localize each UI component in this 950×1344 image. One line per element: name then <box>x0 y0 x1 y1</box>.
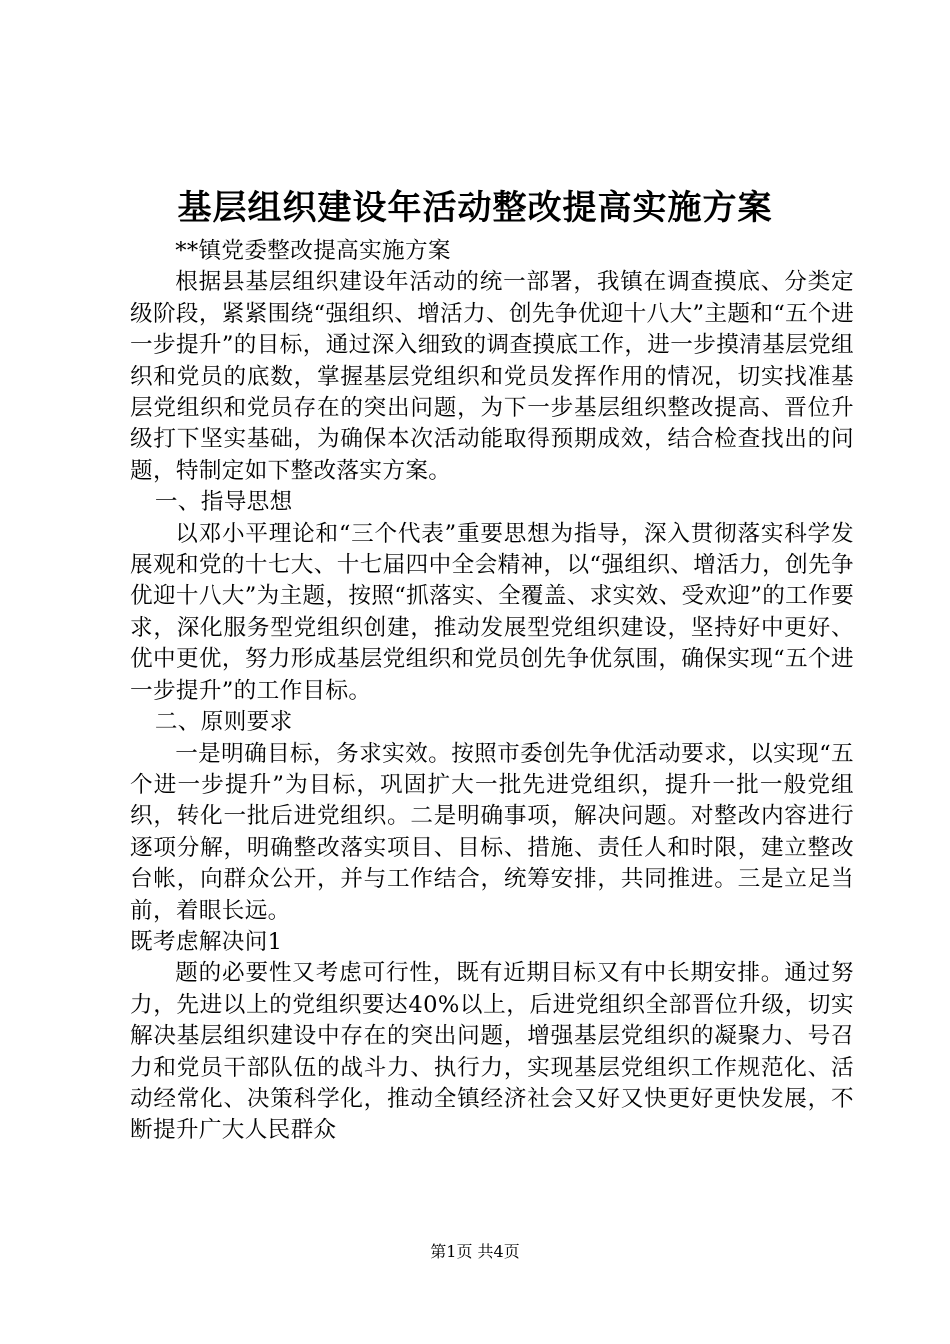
document-body <box>130 236 854 1147</box>
section-heading-principles: 二、原则要求 <box>154 709 293 736</box>
page-number-footer: 第1页 共4页 <box>430 1242 520 1261</box>
paragraph-guiding-ideology: 以邓小平理论和“三个代表”重要思想为指导，深入贯彻落实科学发展观和党的十七大、十七届四中全会精神，以“强组织、增活力，创先争优迎十八大”为主题，按照“抓落实、全覆盖、求实效、受欢迎”的工作要求，深化服务型党组织创建，推动发展型党组织建设，坚持好中更好、优中更优，努力形成基层党组织和党员创先争优氛围，确保实现“五个进一步提升”的工作目标。 <box>130 520 855 704</box>
section-heading-guiding-ideology: 一、指导思想 <box>154 489 293 516</box>
document-title: 基层组织建设年活动整改提高实施方案 <box>177 188 773 228</box>
paragraph-principles: 一是明确目标，务求实效。按照市委创先争优活动要求，以实现“五个进一步提升”为目标，巩固扩大一批先进党组织，提升一批一般党组织，转化一批后进党组织。二是明确事项，解决问题。对整改内容进行逐项分解，明确整改落实项目、目标、措施、责任人和时限，建立整改台帐，向群众公开，并与工作结合，统筹安排，共同推进。三是立足当前，着眼长远。 <box>130 740 854 924</box>
paragraph-fragment: 既考虑解决问1 <box>130 928 283 955</box>
paragraph-continuation: 题的必要性又考虑可行性，既有近期目标又有中长期安排。通过努力，先进以上的党组织要达40%以上，后进党组织全部晋位升级，切实解决基层组织建设中存在的突出问题，增强基层党组织的凝聚力、号召力和党员干部队伍的战斗力、执行力，实现基层党组织工作规范化、活动经常化、决策科学化，推动全镇经济社会又好又快更好更快发展，不断提升广大人民群众 <box>130 960 854 1144</box>
document-subtitle: **镇党委整改提高实施方案 <box>175 238 451 264</box>
paragraph-intro: 根据县基层组织建设年活动的统一部署，我镇在调查摸底、分类定级阶段，紧紧围绕“强组织、增活力、创先争优迎十八大”主题和“五个进一步提升”的目标，通过深入细致的调查摸底工作，进一步摸清基层党组织和党员的底数，掌握基层党组织和党员发挥作用的情况，切实找准基层党组织和党员存在的突出问题，为下一步基层组织整改提高、晋位升级打下坚实基础，为确保本次活动能取得预期成效，结合检查找出的问题，特制定如下整改落实方案。 <box>130 269 855 484</box>
